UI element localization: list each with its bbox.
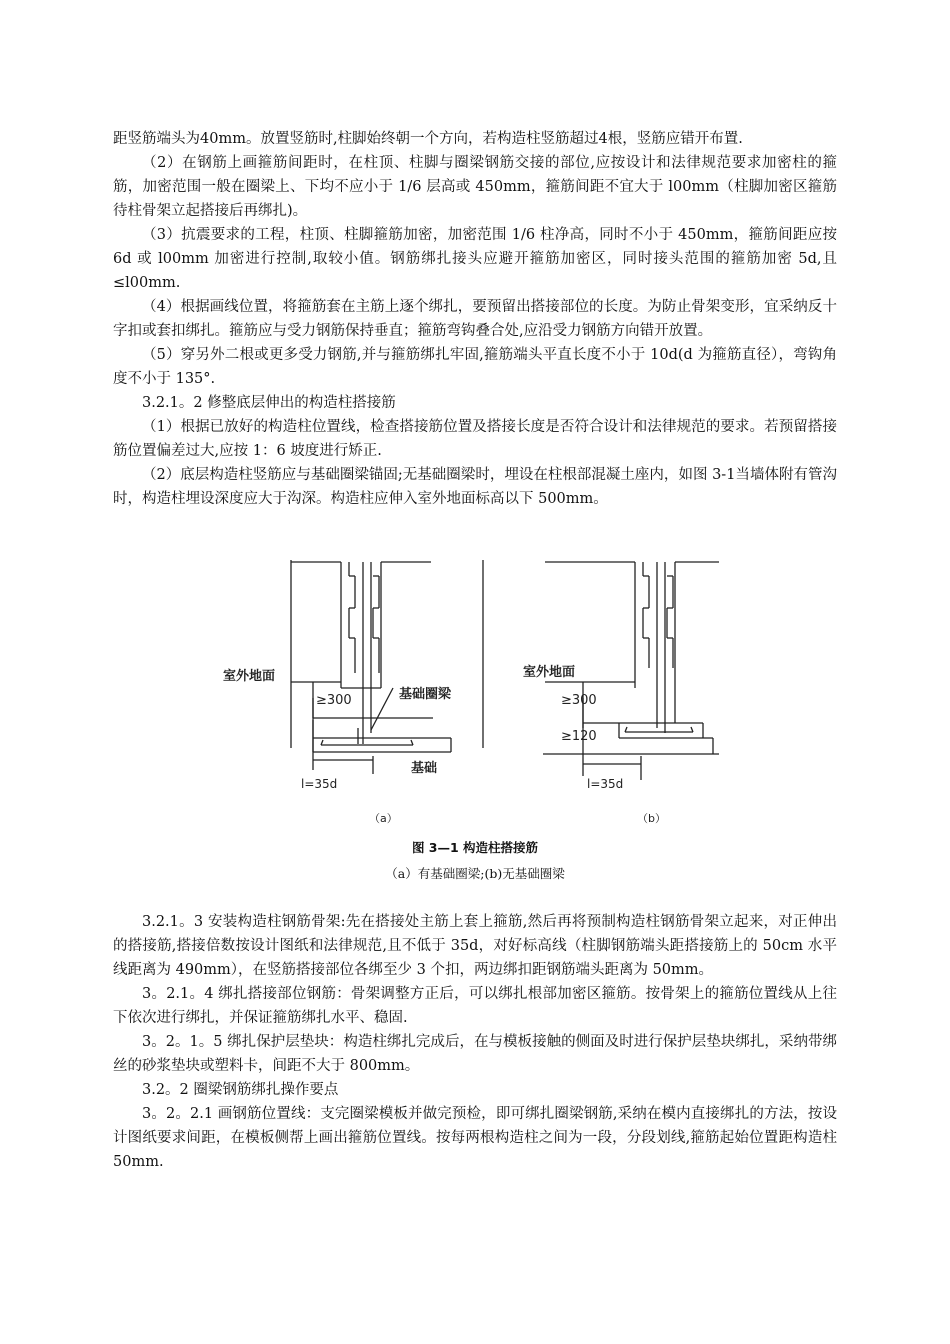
paragraph: 3。2.1。4 绑扎搭接部位钢筋：骨架调整方正后，可以绑扎根部加密区箍筋。按骨架上的箍筋位置线从上往下依次进行绑扎，并保证箍筋绑扎水平、稳固. [113,986,837,1026]
paragraph: （4）根据画线位置，将箍筋套在主筋上逐个绑扎，要预留出搭接部位的长度。为防止骨架变形，宜采纳反十字扣或套扣绑扎。箍筋应与受力钢筋保持垂直；箍筋弯钩叠合处,应沿受力钢筋方向错开放置。 [113,299,837,339]
label-ground-b: 室外地面 [523,665,576,680]
paragraph: 3.2.1。3 安装构造柱钢筋骨架:先在搭接处主筋上套上箍筋,然后再将预制构造柱钢筋骨架立起来，对正伸出的搭接筋,搭接倍数按设计图纸和法律规范,且不低于 35d，对好标高线（柱脚钢筋端头距搭接筋上的 50cm 水平线距离为 490mm），在竖筋搭接部位各绑至少 3 个扣，两边绑扣距钢筋端头距离为 50mm。 [113,914,837,978]
tag-b: （b） [637,812,666,825]
label-ground-a: 室外地面 [223,669,276,684]
dim-lap-b: l=35d [587,777,624,791]
dim-300-b: ≥300 [561,693,597,708]
rebar-lap-diagram [113,548,837,828]
paragraph: （2）底层构造柱竖筋应与基础圈梁锚固;无基础圈梁时，埋设在柱根部混凝土座内，如图 3-1当墙体附有管沟时，构造柱埋设深度应大于沟深。构造柱应伸入室外地面标高以下 500mm。 [113,467,837,507]
label-beam-a: 基础圈梁 [399,687,452,702]
section-heading: 3.2。2 圈梁钢筋绑扎操作要点 [142,1082,339,1098]
paragraph: （3）抗震要求的工程，柱顶、柱脚箍筋加密，加密范围 1/6 柱净高，同时不小于 450mm，箍筋间距应按 6d 或 l00mm 加密进行控制,取较小值。钢筋绑扎接头应避开箍筋加密区，同时接头范围的箍筋加密 5d,且≤l00mm. [113,227,837,291]
paragraph: （5）穿另外二根或更多受力钢筋,并与箍筋绑扎牢固,箍筋端头平直长度不小于 10d(d 为箍筋直径），弯钩角度不小于 135°. [113,347,837,387]
paragraph: （1）根据已放好的构造柱位置线，检查搭接筋位置及搭接长度是否符合设计和法律规范的要求。若预留搭接筋位置偏差过大,应按 1：6 坡度进行矫正. [113,419,837,459]
paragraph: 距竖筋端头为40mm。放置竖筋时,柱脚始终朝一个方向，若构造柱竖筋超过4根，竖筋应错开布置. [113,131,743,147]
dim-120-b: ≥120 [561,729,597,744]
tag-a: （a） [369,812,398,825]
figure-3-1 [113,548,837,888]
paragraph: 3。2。2.1 画钢筋位置线：支完圈梁模板并做完预检，即可绑扎圈梁钢筋,采纳在模内直接绑扎的方法，按设计图纸要求间距，在模板侧帮上画出箍筋位置线。按每两根构造柱之间为一段，分段划线,箍筋起始位置距构造柱 50mm. [113,1106,837,1170]
body-text-bottom [113,910,837,1174]
figure-subcaption: （a）有基础圈梁;(b)无基础圈梁 [385,866,565,881]
section-heading: 3.2.1。2 修整底层伸出的构造柱搭接筋 [142,395,396,411]
paragraph: （2）在钢筋上画箍筋间距时，在柱顶、柱脚与圈梁钢筋交接的部位,应按设计和法律规范要求加密柱的箍筋，加密范围一般在圈梁上、下均不应小于 1/6 层高或 450mm，箍筋间距不宜大于 l00mm（柱脚加密区箍筋待柱骨架立起搭接后再绑扎)。 [113,155,837,219]
dim-300-a: ≥300 [316,693,352,708]
label-foundation-a: 基础 [411,761,438,776]
paragraph: 3。2。1。5 绑扎保护层垫块：构造柱绑扎完成后，在与模板接触的侧面及时进行保护层垫块绑扎，采纳带绑丝的砂浆垫块或塑料卡，间距不大于 800mm。 [113,1034,837,1074]
figure-caption: 图 3—1 构造柱搭接筋 [411,840,539,855]
dim-lap-a: l=35d [301,777,338,791]
body-text-top [113,127,837,511]
